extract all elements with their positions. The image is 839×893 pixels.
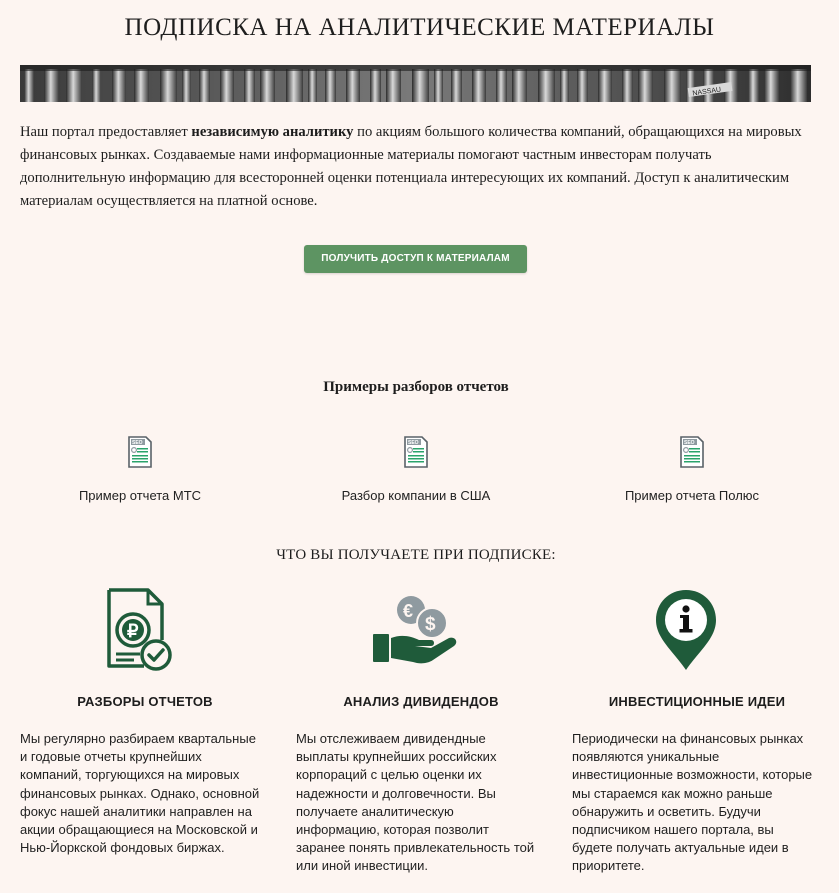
intro-text-1: Наш портал предоставляет — [20, 124, 192, 140]
feature-text: Мы отслеживаем дивидендные выплаты крупнейших российских корпораций с целью оценки их надежности и долговечности. Вы получаете аналитическую информацию, которая позволит заранее понять привлекательность той или иной инвестиции. — [296, 731, 535, 874]
banner-street-sign: NASSAU — [692, 86, 722, 98]
columns-photo — [20, 65, 811, 102]
banner-column — [182, 69, 191, 102]
examples-title: Примеры разборов отчетов — [323, 379, 509, 395]
banner-column — [434, 69, 443, 102]
banner-column — [112, 69, 126, 102]
intro-text-2: по акциям большого количества компаний, обращающихся на мировых финансовых рынках. Создаваемые нами информационные материалы помогают частным инвесторам получать дополнительную информацию для всесторонней оценки потенциала интересующих их компаний. Доступ к аналитическим материалам осуществляется на платной основе. — [20, 124, 802, 209]
banner-column — [24, 69, 34, 102]
banner-column — [538, 69, 555, 102]
seo-document-icon — [679, 436, 705, 468]
banner-column — [764, 69, 779, 102]
feature-text: Мы регулярно разбираем квартальные и годовые отчеты крупнейших компаний, торгующихся на мировых финансовых рынках. Однако, основной фокус нашей аналитики направлен на акции обращающиеся на Московской и Нью-Йоркской фондовых биржах. — [20, 731, 260, 856]
banner-column — [790, 69, 807, 102]
hand-coins-icon — [371, 588, 461, 668]
example-item-polyus[interactable] — [562, 436, 822, 503]
banner-column — [308, 69, 317, 102]
banner-column — [134, 69, 149, 102]
banner-column — [512, 69, 527, 102]
feature-heading: АНАЛИЗ ДИВИДЕНДОВ — [343, 694, 499, 709]
svg-text:SEO: SEO — [408, 440, 419, 446]
banner-column — [244, 69, 255, 102]
banner-column — [412, 69, 429, 102]
intro-bold-text: независимую аналитику — [191, 124, 354, 140]
svg-text:SEO: SEO — [132, 440, 143, 446]
example-label[interactable]: Разбор компании в США — [341, 488, 491, 503]
banner-column — [92, 69, 101, 102]
banner-column — [386, 69, 401, 102]
feature-heading: РАЗБОРЫ ОТЧЕТОВ — [77, 694, 213, 709]
banner-column — [577, 69, 588, 102]
banner-column — [66, 69, 82, 102]
banner-column — [451, 69, 462, 102]
feature-text: Периодически на финансовых рынках появляются уникальные инвестиционные возможности, которые мы стараемся как можно раньше обнаружить и осветить. Будучи подписчиком нашего портала, вы будете получать актуальные идеи в приоритете. — [572, 731, 813, 874]
page-title: ПОДПИСКА НА АНАЛИТИЧЕСКИЕ МАТЕРИАЛЫ — [124, 14, 715, 41]
banner-column — [260, 69, 275, 102]
banner-column — [160, 69, 177, 102]
banner-column — [496, 69, 507, 102]
banner-column — [286, 69, 303, 102]
banner-column — [370, 69, 381, 102]
example-label[interactable]: Пример отчета Полюс — [624, 488, 760, 503]
ruble-document-check-icon — [104, 588, 174, 672]
banner-column — [220, 69, 234, 102]
header-banner-image — [20, 65, 811, 102]
banner-column — [622, 69, 633, 102]
banner-column — [598, 69, 612, 102]
example-item-mts[interactable] — [10, 436, 270, 503]
svg-text:€: € — [403, 601, 414, 621]
banner-column — [346, 69, 360, 102]
seo-document-icon — [127, 436, 153, 468]
banner-column — [199, 69, 210, 102]
svg-text:$: $ — [425, 614, 436, 635]
banner-column — [664, 69, 681, 102]
get-access-button[interactable]: ПОЛУЧИТЬ ДОСТУП К МАТЕРИАЛАМ — [304, 245, 527, 273]
feature-heading: ИНВЕСТИЦИОННЫЕ ИДЕИ — [608, 694, 786, 709]
intro-paragraph — [20, 121, 810, 213]
banner-column — [44, 69, 59, 102]
example-label[interactable]: Пример отчета МТС — [78, 488, 202, 503]
svg-text:SEO: SEO — [684, 440, 695, 446]
svg-text:₽: ₽ — [127, 621, 139, 641]
banner-column — [325, 69, 336, 102]
banner-column — [472, 69, 486, 102]
seo-document-icon — [403, 436, 429, 468]
banner-column — [638, 69, 653, 102]
example-item-usa-company[interactable] — [286, 436, 546, 503]
info-pin-icon — [654, 588, 718, 672]
banner-column — [748, 69, 759, 102]
benefits-title: ЧТО ВЫ ПОЛУЧАЕТЕ ПРИ ПОДПИСКЕ: — [276, 547, 556, 563]
banner-column — [560, 69, 569, 102]
